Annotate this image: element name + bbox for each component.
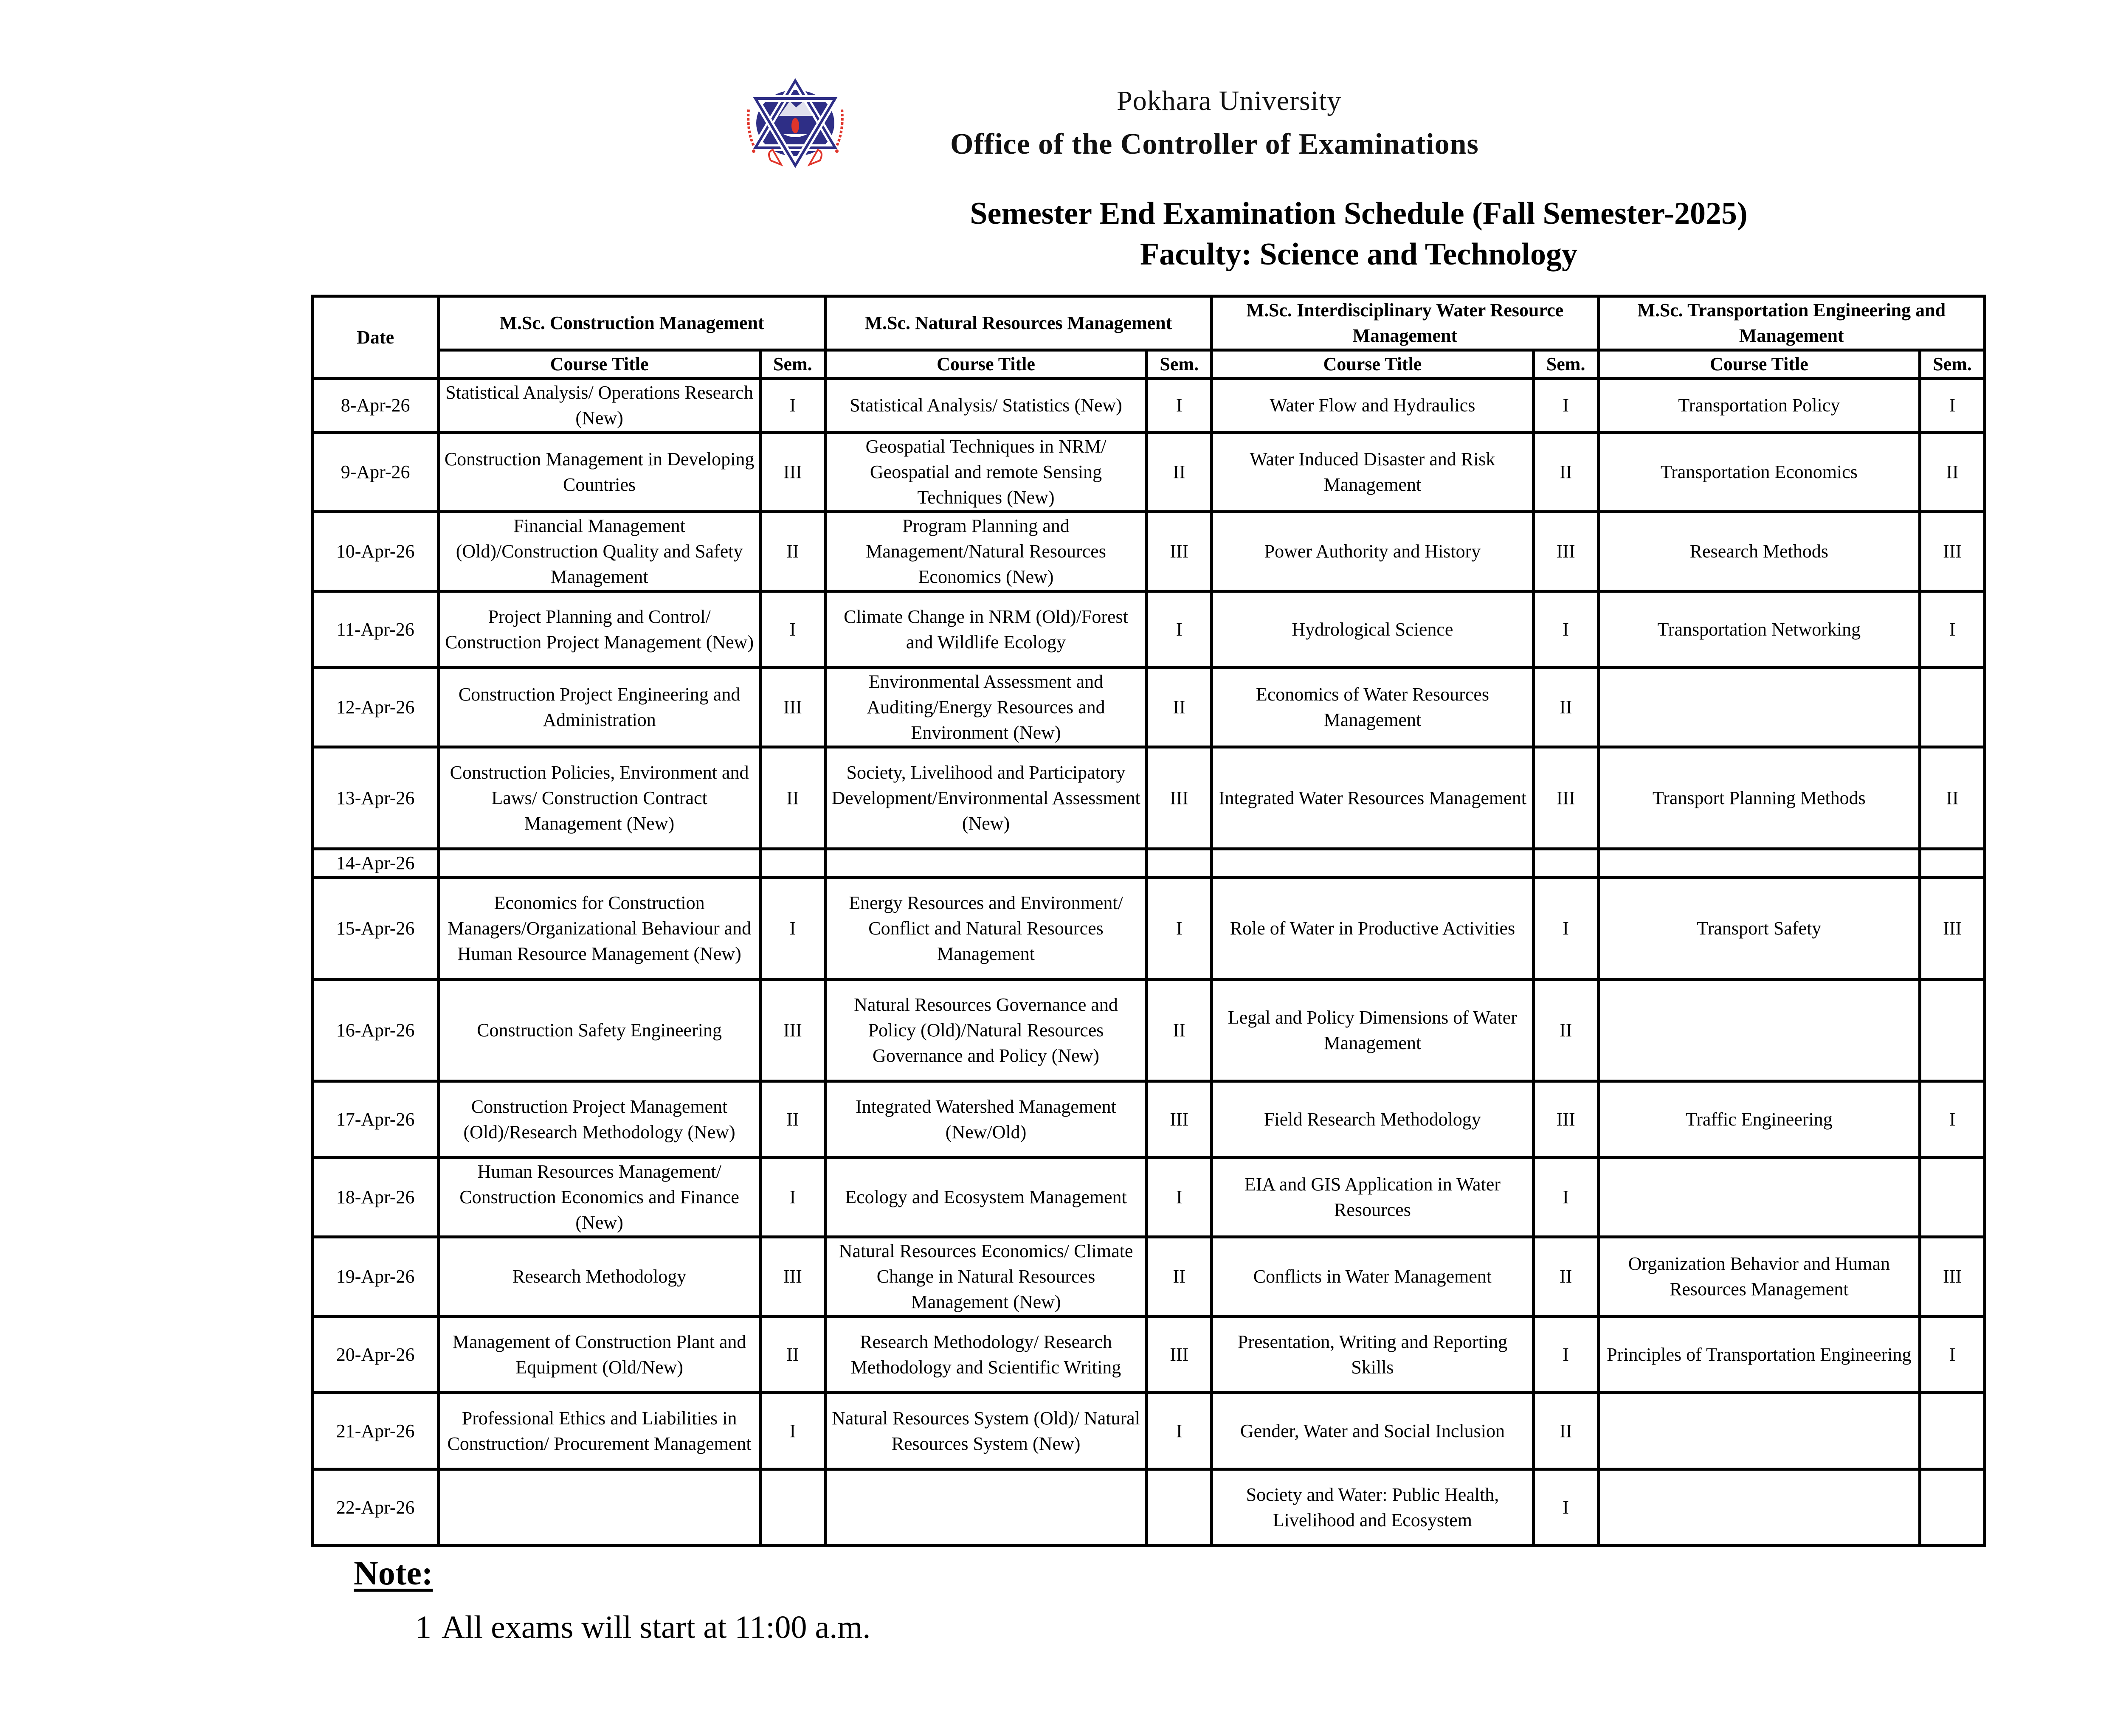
course-title-cell: Project Planning and Control/ Construction Project Management (New) bbox=[439, 591, 760, 668]
course-title-cell: Society and Water: Public Health, Livelihood and Ecosystem bbox=[1212, 1469, 1534, 1546]
semester-cell: II bbox=[760, 512, 825, 591]
table-row bbox=[313, 1237, 1985, 1317]
course-title-cell bbox=[1598, 979, 1920, 1081]
course-title-cell: Organization Behavior and Human Resources Management bbox=[1598, 1237, 1920, 1317]
course-title-cell: Water Flow and Hydraulics bbox=[1212, 379, 1534, 433]
semester-cell bbox=[1920, 668, 1985, 747]
semester-cell: I bbox=[760, 379, 825, 433]
semester-cell: I bbox=[1533, 1158, 1598, 1237]
date-cell: 17-Apr-26 bbox=[313, 1081, 439, 1158]
table-row bbox=[313, 979, 1985, 1081]
course-title-cell: Legal and Policy Dimensions of Water Management bbox=[1212, 979, 1534, 1081]
semester-cell: III bbox=[760, 1237, 825, 1317]
semester-cell bbox=[1147, 1469, 1212, 1546]
date-header: Date bbox=[313, 296, 439, 379]
course-title-cell: Research Methodology/ Research Methodology and Scientific Writing bbox=[825, 1317, 1147, 1393]
semester-cell: I bbox=[1920, 1317, 1985, 1393]
course-title-cell: Geospatial Techniques in NRM/ Geospatial and remote Sensing Techniques (New) bbox=[825, 433, 1147, 512]
semester-cell bbox=[1533, 849, 1598, 878]
university-name: Pokhara University bbox=[1117, 85, 1342, 116]
course-title-cell: Water Induced Disaster and Risk Management bbox=[1212, 433, 1534, 512]
semester-cell bbox=[1920, 849, 1985, 878]
course-title-cell: Statistical Analysis/ Operations Research (New) bbox=[439, 379, 760, 433]
date-cell: 21-Apr-26 bbox=[313, 1393, 439, 1469]
semester-cell: III bbox=[1533, 747, 1598, 849]
course-title-cell: Hydrological Science bbox=[1212, 591, 1534, 668]
date-cell: 10-Apr-26 bbox=[313, 512, 439, 591]
program-header: M.Sc. Transportation Engineering and Management bbox=[1598, 296, 1985, 350]
course-title-cell: Statistical Analysis/ Statistics (New) bbox=[825, 379, 1147, 433]
date-cell: 15-Apr-26 bbox=[313, 878, 439, 979]
course-title-cell: Integrated Watershed Management (New/Old) bbox=[825, 1081, 1147, 1158]
date-cell: 19-Apr-26 bbox=[313, 1237, 439, 1317]
course-title-cell: Ecology and Ecosystem Management bbox=[825, 1158, 1147, 1237]
sem-header: Sem. bbox=[1533, 350, 1598, 379]
semester-cell: I bbox=[1533, 1317, 1598, 1393]
semester-cell: I bbox=[1533, 591, 1598, 668]
course-title-cell: Power Authority and History bbox=[1212, 512, 1534, 591]
semester-cell: III bbox=[1920, 1237, 1985, 1317]
course-title-cell: Principles of Transportation Engineering bbox=[1598, 1317, 1920, 1393]
semester-cell: III bbox=[1920, 878, 1985, 979]
table-row bbox=[313, 1393, 1985, 1469]
course-title-cell: Field Research Methodology bbox=[1212, 1081, 1534, 1158]
course-title-cell bbox=[1598, 668, 1920, 747]
semester-cell: III bbox=[760, 979, 825, 1081]
semester-cell: III bbox=[1147, 1081, 1212, 1158]
course-title-cell: Presentation, Writing and Reporting Skills bbox=[1212, 1317, 1534, 1393]
note-item-text: All exams will start at 11:00 a.m. bbox=[442, 1609, 871, 1645]
course-title-cell bbox=[1598, 1158, 1920, 1237]
table-row bbox=[313, 1469, 1985, 1546]
course-title-cell bbox=[439, 1469, 760, 1546]
semester-cell: I bbox=[760, 1393, 825, 1469]
course-title-cell: Professional Ethics and Liabilities in Construction/ Procurement Management bbox=[439, 1393, 760, 1469]
table-row bbox=[313, 512, 1985, 591]
note-item-number: 1 bbox=[415, 1609, 431, 1645]
semester-cell: II bbox=[1147, 1237, 1212, 1317]
date-cell: 13-Apr-26 bbox=[313, 747, 439, 849]
course-title-cell: Role of Water in Productive Activities bbox=[1212, 878, 1534, 979]
semester-cell: II bbox=[760, 1317, 825, 1393]
course-title-cell: Transportation Economics bbox=[1598, 433, 1920, 512]
note-section bbox=[311, 1553, 1986, 1646]
semester-cell: I bbox=[1920, 379, 1985, 433]
course-title-cell: Environmental Assessment and Auditing/Energy Resources and Environment (New) bbox=[825, 668, 1147, 747]
course-title-cell: Gender, Water and Social Inclusion bbox=[1212, 1393, 1534, 1469]
semester-cell: II bbox=[760, 747, 825, 849]
university-logo bbox=[741, 76, 851, 182]
table-row bbox=[313, 1081, 1985, 1158]
table-row bbox=[313, 668, 1985, 747]
semester-cell: III bbox=[1147, 747, 1212, 849]
semester-cell bbox=[1147, 849, 1212, 878]
semester-cell: II bbox=[1533, 1393, 1598, 1469]
program-header: M.Sc. Interdisciplinary Water Resource Management bbox=[1212, 296, 1598, 350]
exam-schedule-table bbox=[311, 295, 1986, 1547]
semester-cell: I bbox=[1920, 591, 1985, 668]
semester-cell bbox=[760, 849, 825, 878]
table-row bbox=[313, 379, 1985, 433]
course-title-cell: Research Methods bbox=[1598, 512, 1920, 591]
course-title-cell bbox=[825, 849, 1147, 878]
semester-cell: III bbox=[760, 433, 825, 512]
sem-header: Sem. bbox=[760, 350, 825, 379]
course-title-cell: Economics of Water Resources Management bbox=[1212, 668, 1534, 747]
office-name: Office of the Controller of Examinations bbox=[950, 128, 1479, 160]
semester-cell: III bbox=[1147, 512, 1212, 591]
course-title-cell bbox=[1598, 1469, 1920, 1546]
semester-cell: II bbox=[1147, 433, 1212, 512]
date-cell: 16-Apr-26 bbox=[313, 979, 439, 1081]
semester-cell: I bbox=[1147, 379, 1212, 433]
note-item bbox=[415, 1608, 1986, 1646]
schedule-section bbox=[311, 295, 1986, 1646]
semester-cell bbox=[1920, 1158, 1985, 1237]
semester-cell: II bbox=[1533, 1237, 1598, 1317]
course-title-header: Course Title bbox=[439, 350, 760, 379]
date-cell: 14-Apr-26 bbox=[313, 849, 439, 878]
course-title-cell: Transportation Policy bbox=[1598, 379, 1920, 433]
semester-cell bbox=[1920, 979, 1985, 1081]
semester-cell: II bbox=[1533, 668, 1598, 747]
course-title-cell: Program Planning and Management/Natural Resources Economics (New) bbox=[825, 512, 1147, 591]
table-row bbox=[313, 591, 1985, 668]
program-header: M.Sc. Natural Resources Management bbox=[825, 296, 1211, 350]
program-header-row bbox=[313, 296, 1985, 350]
semester-cell: I bbox=[760, 878, 825, 979]
course-title-header: Course Title bbox=[1598, 350, 1920, 379]
column-header-row bbox=[313, 350, 1985, 379]
table-row bbox=[313, 1158, 1985, 1237]
course-title-cell: Construction Policies, Environment and Laws/ Construction Contract Management (New) bbox=[439, 747, 760, 849]
course-title-cell: Transportation Networking bbox=[1598, 591, 1920, 668]
course-title-cell bbox=[825, 1469, 1147, 1546]
semester-cell: I bbox=[1533, 878, 1598, 979]
course-title-cell: Construction Project Engineering and Administration bbox=[439, 668, 760, 747]
course-title-cell: Transport Safety bbox=[1598, 878, 1920, 979]
date-cell: 22-Apr-26 bbox=[313, 1469, 439, 1546]
sem-header: Sem. bbox=[1147, 350, 1212, 379]
course-title-cell: Integrated Water Resources Management bbox=[1212, 747, 1534, 849]
course-title-header: Course Title bbox=[825, 350, 1147, 379]
note-heading: Note: bbox=[354, 1555, 433, 1592]
semester-cell: II bbox=[1920, 747, 1985, 849]
course-title-header: Course Title bbox=[1212, 350, 1534, 379]
date-cell: 20-Apr-26 bbox=[313, 1317, 439, 1393]
semester-cell: I bbox=[760, 1158, 825, 1237]
table-row bbox=[313, 878, 1985, 979]
semester-cell bbox=[1920, 1469, 1985, 1546]
course-title-cell bbox=[1212, 849, 1534, 878]
semester-cell: I bbox=[1533, 379, 1598, 433]
course-title-cell bbox=[439, 849, 760, 878]
course-title-cell: Economics for Construction Managers/Organizational Behaviour and Human Resource Management (New) bbox=[439, 878, 760, 979]
course-title-cell: EIA and GIS Application in Water Resources bbox=[1212, 1158, 1534, 1237]
course-title-cell: Management of Construction Plant and Equipment (Old/New) bbox=[439, 1317, 760, 1393]
course-title-cell: Natural Resources Governance and Policy (Old)/Natural Resources Governance and Policy (New) bbox=[825, 979, 1147, 1081]
course-title-cell: Traffic Engineering bbox=[1598, 1081, 1920, 1158]
sem-header: Sem. bbox=[1920, 350, 1985, 379]
course-title-cell: Climate Change in NRM (Old)/Forest and Wildlife Ecology bbox=[825, 591, 1147, 668]
semester-cell: I bbox=[1147, 1393, 1212, 1469]
semester-cell: II bbox=[1533, 979, 1598, 1081]
course-title-cell: Transport Planning Methods bbox=[1598, 747, 1920, 849]
program-header: M.Sc. Construction Management bbox=[439, 296, 825, 350]
course-title-cell: Construction Management in Developing Countries bbox=[439, 433, 760, 512]
semester-cell: I bbox=[1147, 591, 1212, 668]
table-row bbox=[313, 1317, 1985, 1393]
course-title-cell: Research Methodology bbox=[439, 1237, 760, 1317]
course-title-cell: Energy Resources and Environment/ Conflict and Natural Resources Management bbox=[825, 878, 1147, 979]
date-cell: 11-Apr-26 bbox=[313, 591, 439, 668]
course-title-cell bbox=[1598, 849, 1920, 878]
semester-cell: I bbox=[1147, 878, 1212, 979]
semester-cell: III bbox=[1147, 1317, 1212, 1393]
semester-cell: III bbox=[1533, 512, 1598, 591]
semester-cell: II bbox=[1147, 979, 1212, 1081]
semester-cell: I bbox=[1147, 1158, 1212, 1237]
semester-cell bbox=[760, 1469, 825, 1546]
course-title-cell: Natural Resources Economics/ Climate Change in Natural Resources Management (New) bbox=[825, 1237, 1147, 1317]
course-title-cell: Society, Livelihood and Participatory Development/Environmental Assessment (New) bbox=[825, 747, 1147, 849]
semester-cell: II bbox=[1920, 433, 1985, 512]
semester-cell: III bbox=[1533, 1081, 1598, 1158]
date-cell: 12-Apr-26 bbox=[313, 668, 439, 747]
course-title-cell: Construction Project Management (Old)/Research Methodology (New) bbox=[439, 1081, 760, 1158]
date-cell: 9-Apr-26 bbox=[313, 433, 439, 512]
semester-cell: II bbox=[760, 1081, 825, 1158]
faculty-title: Faculty: Science and Technology bbox=[1140, 237, 1577, 272]
table-row bbox=[313, 433, 1985, 512]
course-title-cell: Conflicts in Water Management bbox=[1212, 1237, 1534, 1317]
table-row bbox=[313, 747, 1985, 849]
semester-cell: II bbox=[1147, 668, 1212, 747]
date-cell: 8-Apr-26 bbox=[313, 379, 439, 433]
schedule-title: Semester End Examination Schedule (Fall Semester-2025) bbox=[970, 196, 1748, 231]
course-title-cell: Construction Safety Engineering bbox=[439, 979, 760, 1081]
semester-cell: III bbox=[760, 668, 825, 747]
course-title-cell bbox=[1598, 1393, 1920, 1469]
table-row bbox=[313, 849, 1985, 878]
semester-cell bbox=[1920, 1393, 1985, 1469]
semester-cell: I bbox=[1533, 1469, 1598, 1546]
semester-cell: II bbox=[1533, 433, 1598, 512]
course-title-cell: Natural Resources System (Old)/ Natural Resources System (New) bbox=[825, 1393, 1147, 1469]
semester-cell: III bbox=[1920, 512, 1985, 591]
course-title-cell: Financial Management (Old)/Construction Quality and Safety Management bbox=[439, 512, 760, 591]
semester-cell: I bbox=[1920, 1081, 1985, 1158]
semester-cell: I bbox=[760, 591, 825, 668]
course-title-cell: Human Resources Management/ Construction Economics and Finance (New) bbox=[439, 1158, 760, 1237]
date-cell: 18-Apr-26 bbox=[313, 1158, 439, 1237]
